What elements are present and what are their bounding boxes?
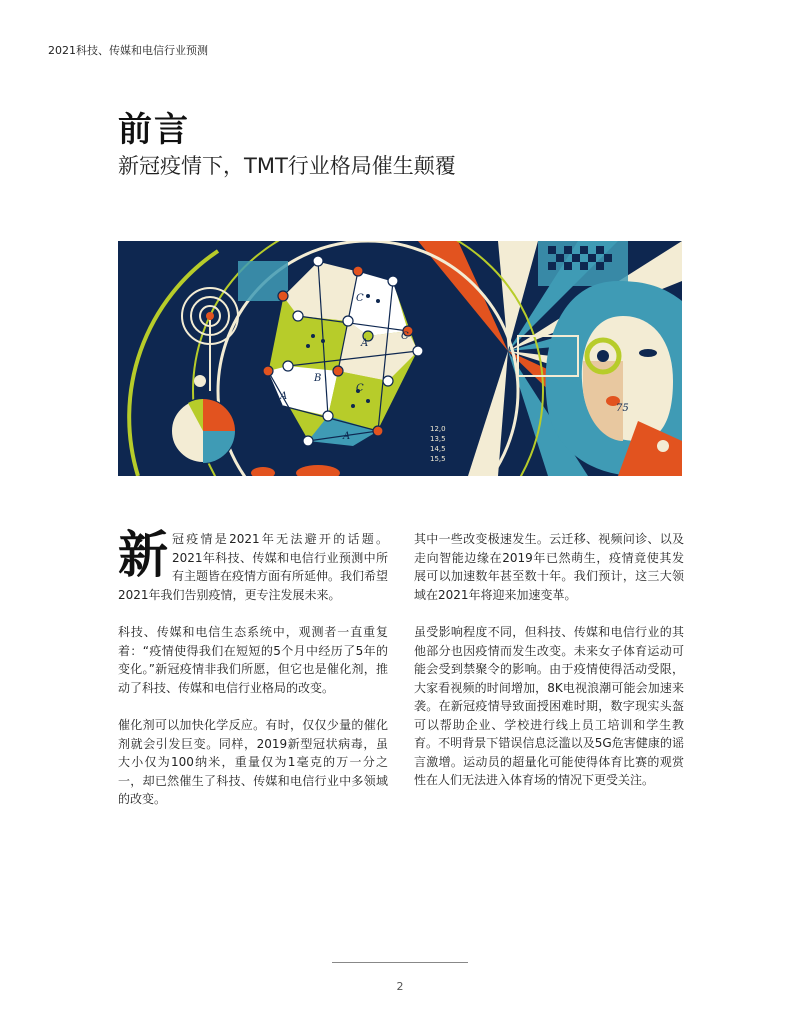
illustration-label: A — [280, 391, 288, 402]
paragraph-text: 冠疫情是2021年无法避开的话题。2021年科技、传媒和电信行业预测中所有主题皆在疫情方面有所延伸。我们希望2021年我们告别疫情，更专注发展未来。 — [118, 532, 389, 602]
drop-cap: 新 — [118, 526, 168, 584]
paragraph: 催化剂可以加快化学反应。有时，仅仅少量的催化剂就会引发巨变。同样，2019新型冠状病毒，虽大小仅为100纳米，重量仅为1毫克的万一分之一，却已然催生了科技、传媒和电信行业中多领域的改变。 — [118, 718, 388, 806]
illustration-label: 12,0 — [430, 425, 446, 433]
body-column-right — [414, 530, 684, 809]
illustration-label: A — [361, 338, 369, 349]
illustration-label: 15,5 — [430, 455, 446, 463]
paragraph — [118, 526, 389, 604]
illustration-label: 13,5 — [430, 435, 446, 443]
paragraph: 科技、传媒和电信生态系统中，观测者一直重复着：“疫情使得我们在短短的5个月中经历了5年的变化。”新冠疫情非我们所愿，但它也是催化剂，推动了科技、传媒和电信行业格局的改变。 — [118, 625, 388, 695]
illustration-label: C — [356, 383, 364, 394]
page-subtitle: 新冠疫情下，TMT行业格局催生颠覆 — [118, 154, 456, 178]
illustration-label: B — [314, 373, 322, 384]
illustration-label: 75 — [616, 403, 629, 414]
paragraph: 其中一些改变极速发生。云迁移、视频问诊、以及走向智能边缘在2019年已然萌生，疫情竟使其发展可以加速数年甚至数十年。我们预计，这三大领域在2021年将迎来加速变革。 — [414, 532, 684, 602]
illustration-label: C — [356, 293, 364, 304]
illustration-label: A — [343, 431, 351, 442]
body-column-left — [118, 526, 389, 828]
cover-illustration — [118, 241, 682, 476]
illustration-label: C — [401, 331, 409, 342]
illustration-artwork — [118, 241, 682, 476]
running-header: 2021科技、传媒和电信行业预测 — [48, 44, 208, 57]
footer-divider — [332, 962, 468, 963]
paragraph: 虽受影响程度不同，但科技、传媒和电信行业的其他部分也因疫情而发生改变。未来女子体育运动可能会受到禁聚令的影响。由于疫情使得活动受限，大家看视频的时间增加，8K电视浪潮可能会加速来袭。在新冠疫情导致面授困难时期，数字现实头盔可以帮助企业、学校进行线上员工培训和学生教育。不明背景下错误信息泛滥以及5G危害健康的谣言激增。运动员的超量化可能使得体育比赛的观赏性在人们无法进入体育场的情况下更受关注。 — [414, 625, 684, 787]
page-number: 2 — [396, 980, 404, 993]
illustration-label: 14,5 — [430, 445, 446, 453]
page-title: 前言 — [118, 110, 190, 150]
